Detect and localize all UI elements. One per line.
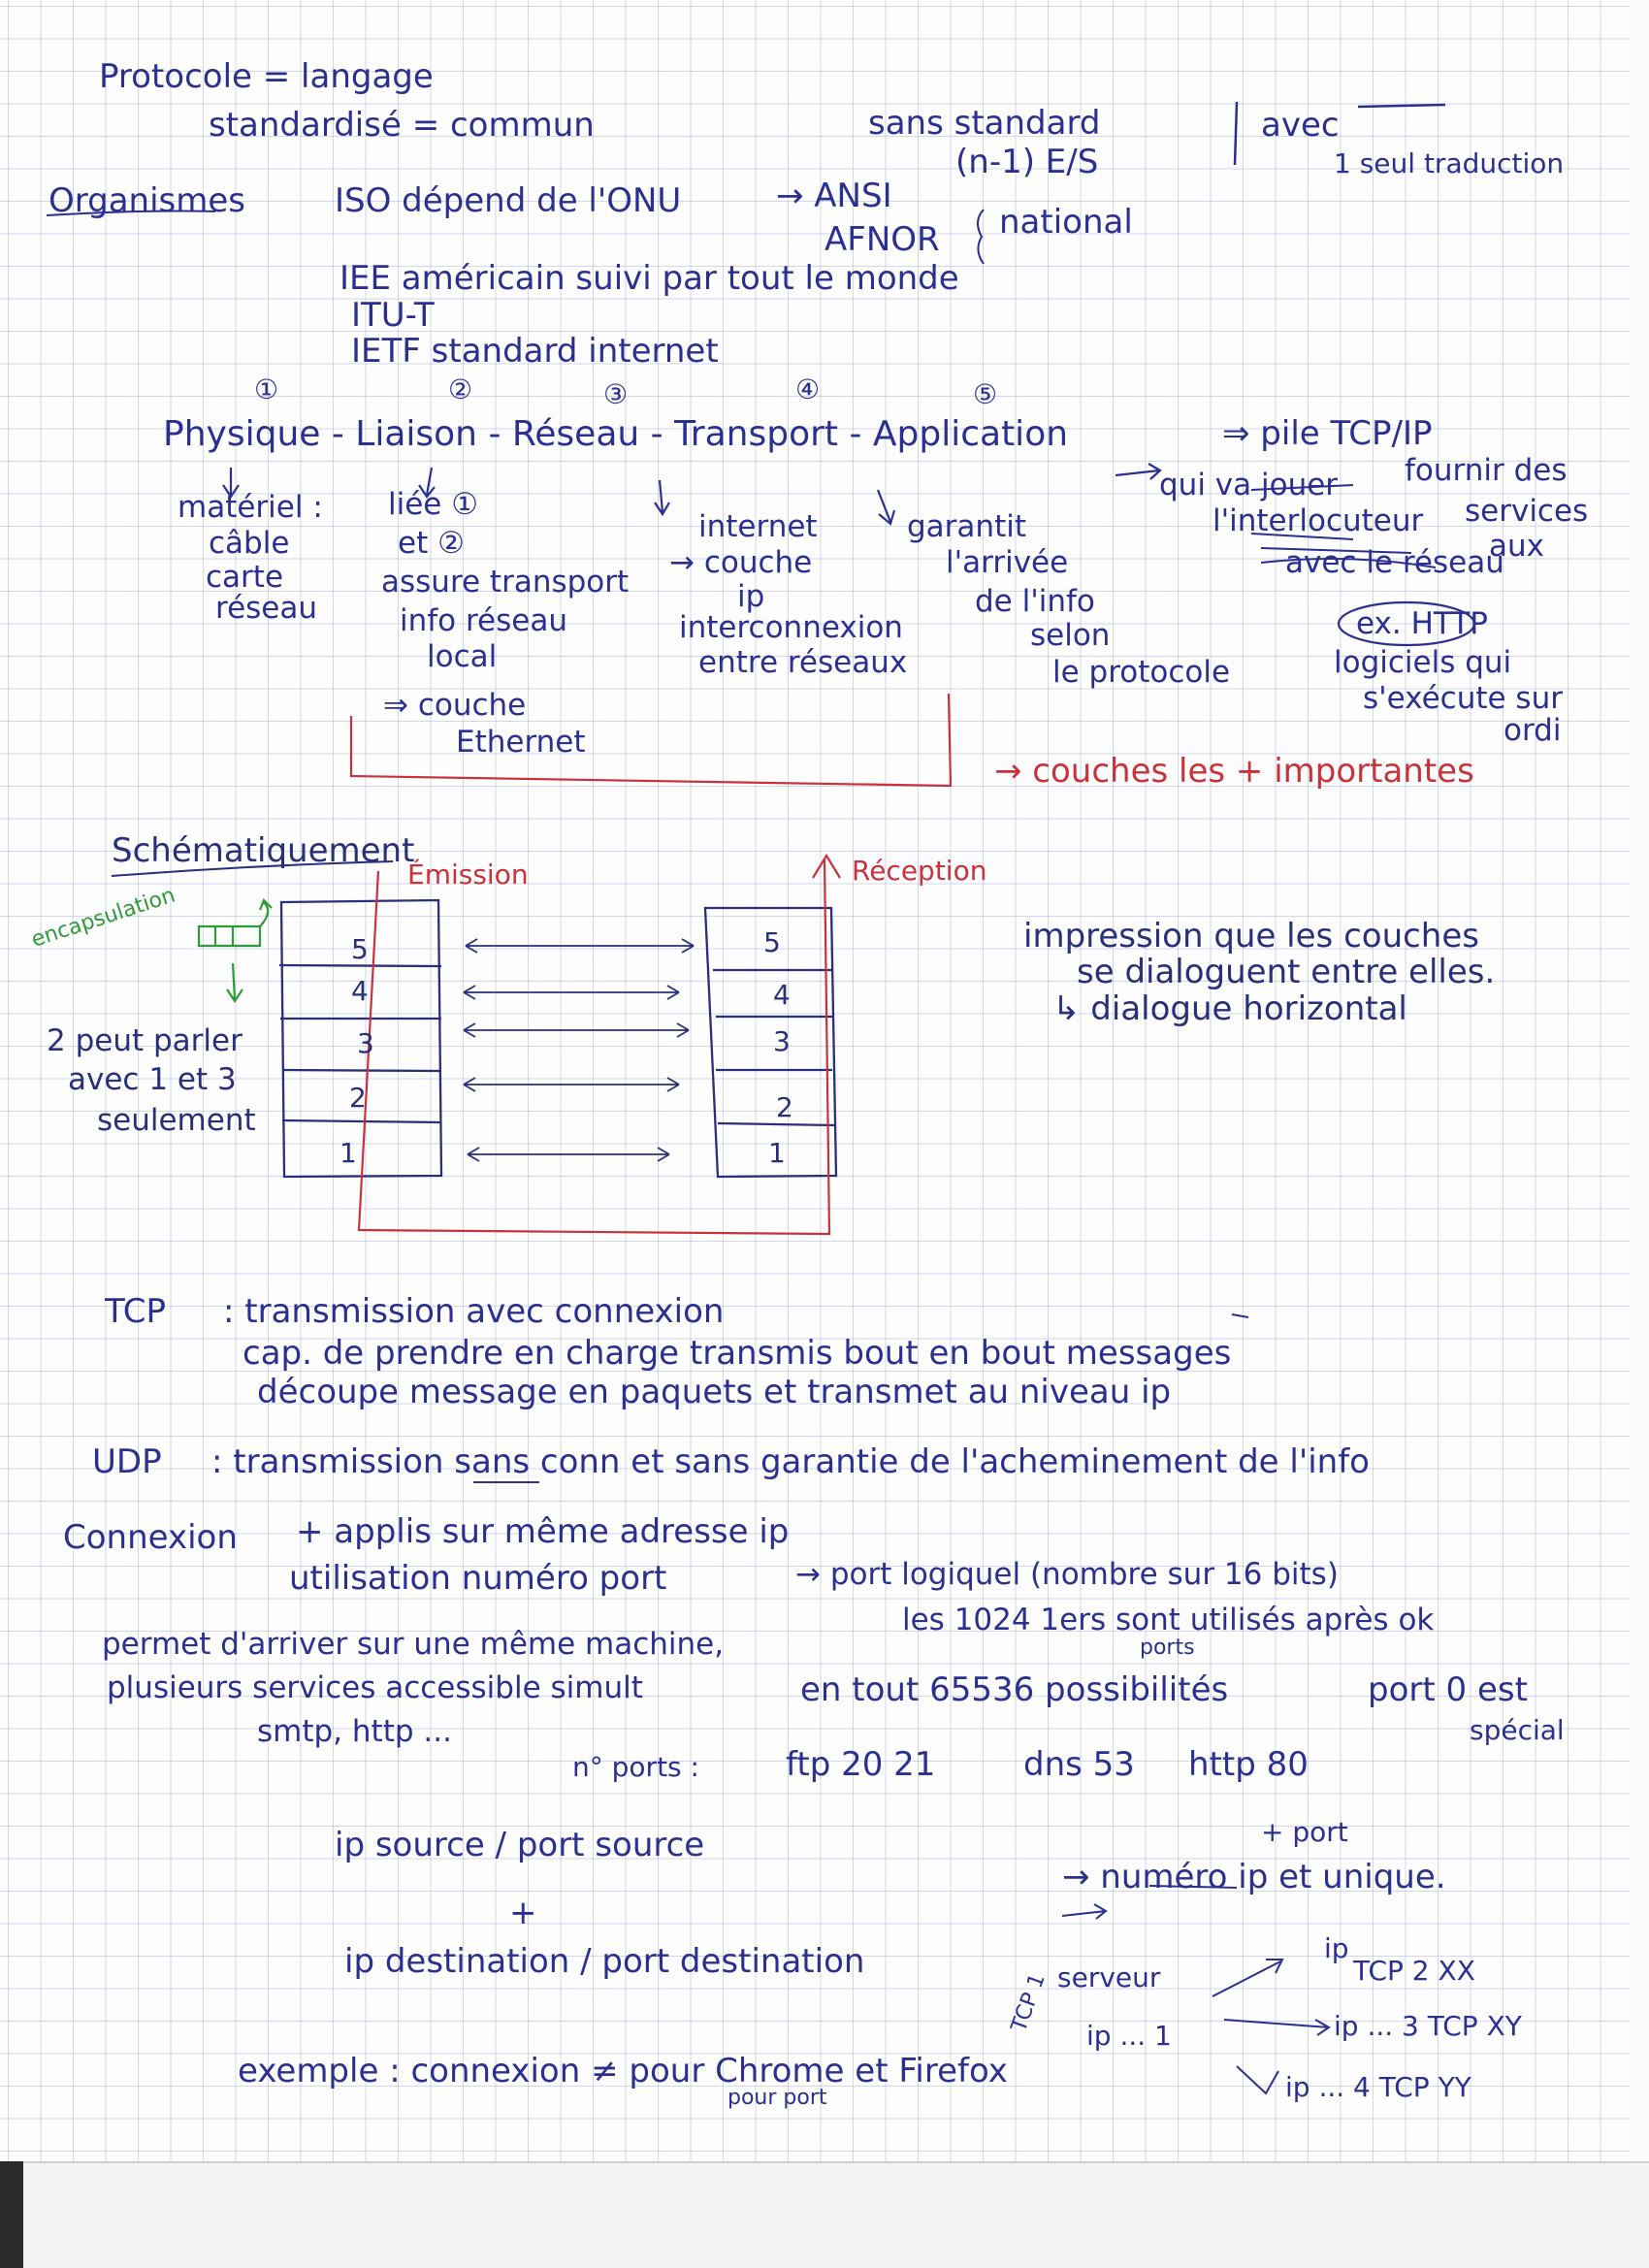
traduction-label: 1 seul traduction — [1334, 147, 1565, 179]
reseau-5: entre réseaux — [698, 645, 908, 680]
tcp-line2: cap. de prendre en charge transmis bout en bout messages — [242, 1334, 1232, 1373]
ip-source: ip source / port source — [335, 1826, 705, 1864]
permet-1: permet d'arriver sur une même machine, — [102, 1627, 725, 1662]
app-strike-3: avec le réseau — [1285, 545, 1504, 580]
liaison-7: Ethernet — [456, 725, 586, 760]
ports-small: ports — [1140, 1636, 1195, 1660]
iso-line: ISO dépend de l'ONU — [335, 181, 682, 220]
layer-num-1: ① — [254, 373, 279, 405]
connexion-line2: utilisation numéro port — [289, 1559, 667, 1598]
physique-2: câble — [209, 526, 290, 561]
transport-5: le protocole — [1052, 655, 1231, 690]
reception-label: Réception — [852, 855, 987, 887]
physique-4: réseau — [215, 591, 318, 626]
tcp-label: TCP — [105, 1292, 167, 1331]
reseau-1: internet — [698, 509, 818, 544]
transport-4: selon — [1030, 618, 1111, 653]
note-1: 2 peut parler — [47, 1023, 242, 1058]
right-cell-1: 1 — [768, 1137, 786, 1169]
transport-2: l'arrivée — [946, 545, 1069, 580]
layer-num-3: ③ — [603, 378, 629, 410]
physique-3: carte — [206, 560, 284, 595]
liaison-4: info réseau — [400, 603, 567, 638]
impression-2: se dialoguent entre elles. — [1077, 953, 1496, 991]
left-cell-5: 5 — [351, 933, 369, 965]
app-strike-2: l'interlocuteur — [1212, 503, 1424, 538]
http-port: http 80 — [1188, 1745, 1309, 1784]
transport-3: de l'info — [975, 584, 1095, 619]
port0-1: port 0 est — [1368, 1670, 1528, 1709]
arrow-transport — [878, 490, 894, 524]
transport-1: garantit — [907, 509, 1026, 544]
liaison-6: ⇒ couche — [383, 688, 527, 723]
ip-destination: ip destination / port destination — [344, 1942, 865, 1981]
connexion-line1: + applis sur même adresse ip — [296, 1512, 790, 1551]
exemple-line: exemple : connexion ≠ pour Chrome et Firefox — [238, 2052, 1008, 2090]
route-1-tcp: TCP 2 XX — [1353, 1955, 1475, 1987]
organismes-label: Organismes — [48, 181, 246, 220]
divider-line — [1235, 102, 1237, 165]
reseau-4: interconnexion — [679, 610, 903, 645]
left-cell-1: 1 — [340, 1137, 357, 1169]
ports-line: les 1024 1ers sont utilisés après ok — [902, 1603, 1435, 1637]
physique-1: matériel : — [178, 490, 323, 525]
protocole-line: Protocole = langage — [99, 57, 434, 96]
port-logique: → port logiquel (nombre sur 16 bits) — [795, 1557, 1339, 1592]
right-cell-4: 4 — [773, 979, 791, 1011]
app-strike-1: qui va jouer — [1159, 468, 1339, 502]
tcp-line3: découpe message en paquets et transmet au niveau ip — [257, 1373, 1172, 1411]
schema-title: Schématiquement — [112, 831, 415, 870]
serveur-label: serveur — [1057, 1961, 1161, 1993]
dns-port: dns 53 — [1023, 1745, 1135, 1784]
en-tout: en tout 65536 possibilités — [800, 1670, 1229, 1709]
avec-blank-line — [1358, 105, 1445, 107]
encapsulation-label: encapsulation — [28, 883, 178, 953]
app-2: services — [1465, 494, 1589, 529]
encapsulation-drawing — [199, 900, 272, 1001]
udp-label: UDP — [92, 1442, 162, 1481]
arrow-reseau — [655, 480, 669, 514]
liaison-3: assure transport — [381, 565, 630, 599]
plus-sign: + — [509, 1894, 537, 1932]
ftp-ports: ftp 20 21 — [786, 1745, 936, 1784]
reseau-3: ip — [737, 579, 765, 614]
plus-port: + port — [1261, 1816, 1348, 1848]
impression-1: impression que les couches — [1023, 917, 1479, 956]
app-4: logiciels qui — [1334, 645, 1512, 680]
right-cell-2: 2 — [776, 1091, 793, 1123]
layer-num-5: ⑤ — [973, 378, 998, 410]
app-6: ordi — [1504, 713, 1562, 748]
pour-port: pour port — [728, 2086, 827, 2110]
left-cell-3: 3 — [357, 1027, 374, 1059]
dialog-arrows — [464, 939, 694, 1161]
app-1: fournir des — [1405, 453, 1568, 488]
national-label: national — [999, 203, 1133, 242]
arrow-application — [1116, 464, 1160, 479]
standardise-line: standardisé = commun — [209, 106, 595, 145]
n-es: (n-1) E/S — [955, 143, 1099, 181]
app-ex-http: ex. HTTP — [1356, 606, 1488, 641]
note-3: seulement — [97, 1103, 256, 1138]
nports-label: n° ports : — [572, 1751, 699, 1783]
left-cell-4: 4 — [351, 975, 369, 1007]
liaison-1: liée ① — [388, 487, 479, 522]
permet-3: smtp, http ... — [257, 1714, 452, 1749]
right-cell-3: 3 — [773, 1025, 791, 1057]
reseau-2: → couche — [669, 545, 813, 580]
sans-standard: sans standard — [868, 104, 1101, 143]
connexion-label: Connexion — [63, 1518, 238, 1557]
iee-line: IEE américain suivi par tout le monde — [340, 259, 959, 298]
pile-tcp-ip: ⇒ pile TCP/IP — [1222, 414, 1433, 453]
afnor-label: AFNOR — [824, 220, 940, 259]
app-5: s'exécute sur — [1363, 681, 1563, 716]
left-cell-2: 2 — [349, 1082, 367, 1114]
note-2: avec 1 et 3 — [68, 1062, 237, 1097]
ansi-label: → ANSI — [776, 177, 892, 215]
udp-line1: : transmission sans conn et sans garantie de l'acheminement de l'info — [211, 1442, 1370, 1481]
liaison-2: et ② — [398, 526, 465, 561]
avec-label: avec — [1261, 106, 1340, 145]
route-1-ip: ip — [1324, 1932, 1349, 1964]
route-3: ip ... 4 TCP YY — [1285, 2071, 1471, 2103]
port0-2: spécial — [1470, 1714, 1565, 1746]
permet-2: plusieurs services accessible simult — [107, 1670, 643, 1705]
route-2: ip ... 3 TCP XY — [1334, 2010, 1522, 2042]
impression-3: ↳ dialogue horizontal — [1052, 989, 1407, 1028]
important-layers: → couches les + importantes — [994, 752, 1474, 791]
layer-num-4: ④ — [795, 373, 821, 405]
tcp-line1: : transmission avec connexion — [223, 1292, 725, 1331]
tcp-1-label: TCP 1 — [1007, 1970, 1051, 2035]
ip-n: ip ... 1 — [1086, 2020, 1172, 2052]
national-brace — [978, 210, 984, 264]
layer-num-2: ② — [448, 373, 473, 405]
right-cell-5: 5 — [763, 926, 781, 958]
numero-ip-unique: → numéro ip et unique. — [1062, 1858, 1446, 1896]
emission-label: Émission — [407, 859, 529, 891]
ietf-line: IETF standard internet — [351, 332, 719, 371]
liaison-5: local — [427, 639, 498, 674]
app-3: aux — [1489, 529, 1544, 564]
layers-line: Physique - Liaison - Réseau - Transport - Application — [163, 414, 1069, 454]
itu-line: ITU-T — [351, 296, 435, 335]
